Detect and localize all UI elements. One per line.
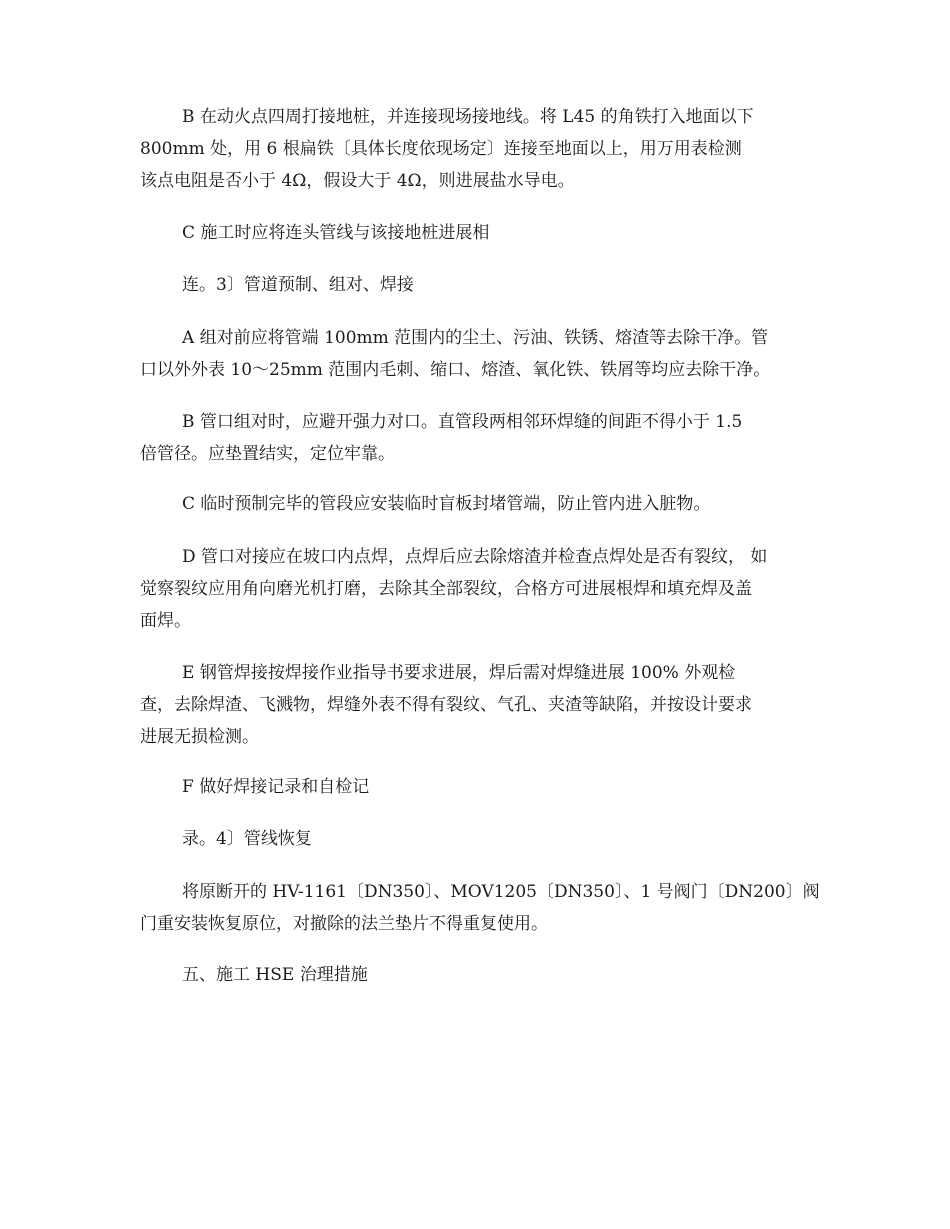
text-line: D 管口对接应在坡口内点焊，点焊后应去除熔渣并检查点焊处是否有裂纹， 如 (182, 547, 768, 567)
text-line: 将原断开的 HV-1161〔DN350〕、MOV1205〔DN350〕、1 号阀门〔DN200〕阀 (182, 882, 820, 902)
text-line: 门重安装恢复原位，对撤除的法兰垫片不得重复使用。 (140, 914, 548, 934)
section-heading-3 (140, 269, 812, 301)
text-line: 连。3〕管道预制、组对、焊接 (182, 275, 414, 295)
text-line: 口以外外表 10～25mm 范围内毛刺、缩口、熔渣、氧化铁、铁屑等均应去除干净。 (140, 360, 771, 380)
text-line: 该点电阻是否小于 4Ω，假设大于 4Ω，则进展盐水导电。 (140, 171, 575, 191)
paragraph-tack-weld (140, 541, 812, 637)
text-line: E 钢管焊接按焊接作业指导书要求进展，焊后需对焊缝进展 100% 外观检 (182, 663, 736, 683)
text-line: 觉察裂纹应用角向磨光机打磨，去除其全部裂纹，合格方可进展根焊和填充焊及盖 (140, 579, 752, 599)
text-line: 查，去除焊渣、飞溅物，焊缝外表不得有裂纹、气孔、夹渣等缺陷，并按设计要求 (140, 695, 752, 715)
text-line: C 施工时应将连头管线与该接地桩进展相 (182, 223, 490, 243)
text-line: F 做好焊接记录和自检记 (182, 777, 370, 797)
section-heading-4 (140, 823, 812, 855)
paragraph-records (140, 771, 812, 803)
text-line: 面焊。 (140, 611, 191, 631)
paragraph-restore (140, 876, 820, 940)
text-line: 倍管径。应垫置结实，定位牢靠。 (140, 444, 395, 464)
text-line: A 组对前应将管端 100mm 范围内的尘土、污油、铁锈、熔渣等去除干净。管 (182, 328, 769, 348)
paragraph-connect (140, 217, 812, 249)
paragraph-blind-plate (140, 488, 812, 520)
paragraph-alignment (140, 406, 812, 470)
paragraph-welding (140, 657, 812, 753)
text-line: B 在动火点四周打接地桩，并连接现场接地线。将 L45 的角铁打入地面以下 (182, 107, 754, 127)
text-line: 800mm 处，用 6 根扁铁〔具体长度依现场定〕连接至地面以上，用万用表检测 (140, 139, 742, 159)
section-heading-5 (140, 959, 812, 991)
text-line: 进展无损检测。 (140, 727, 259, 747)
text-line: C 临时预制完毕的管段应安装临时盲板封堵管端，防止管内进入脏物。 (182, 494, 711, 514)
text-line: 录。4〕管线恢复 (182, 829, 312, 849)
paragraph-grounding (140, 101, 812, 197)
paragraph-clean-pipe (140, 322, 812, 386)
text-line: B 管口组对时，应避开强力对口。直管段两相邻环焊缝的间距不得小于 1.5 (182, 412, 743, 432)
text-line: 五、施工 HSE 治理措施 (182, 965, 368, 985)
